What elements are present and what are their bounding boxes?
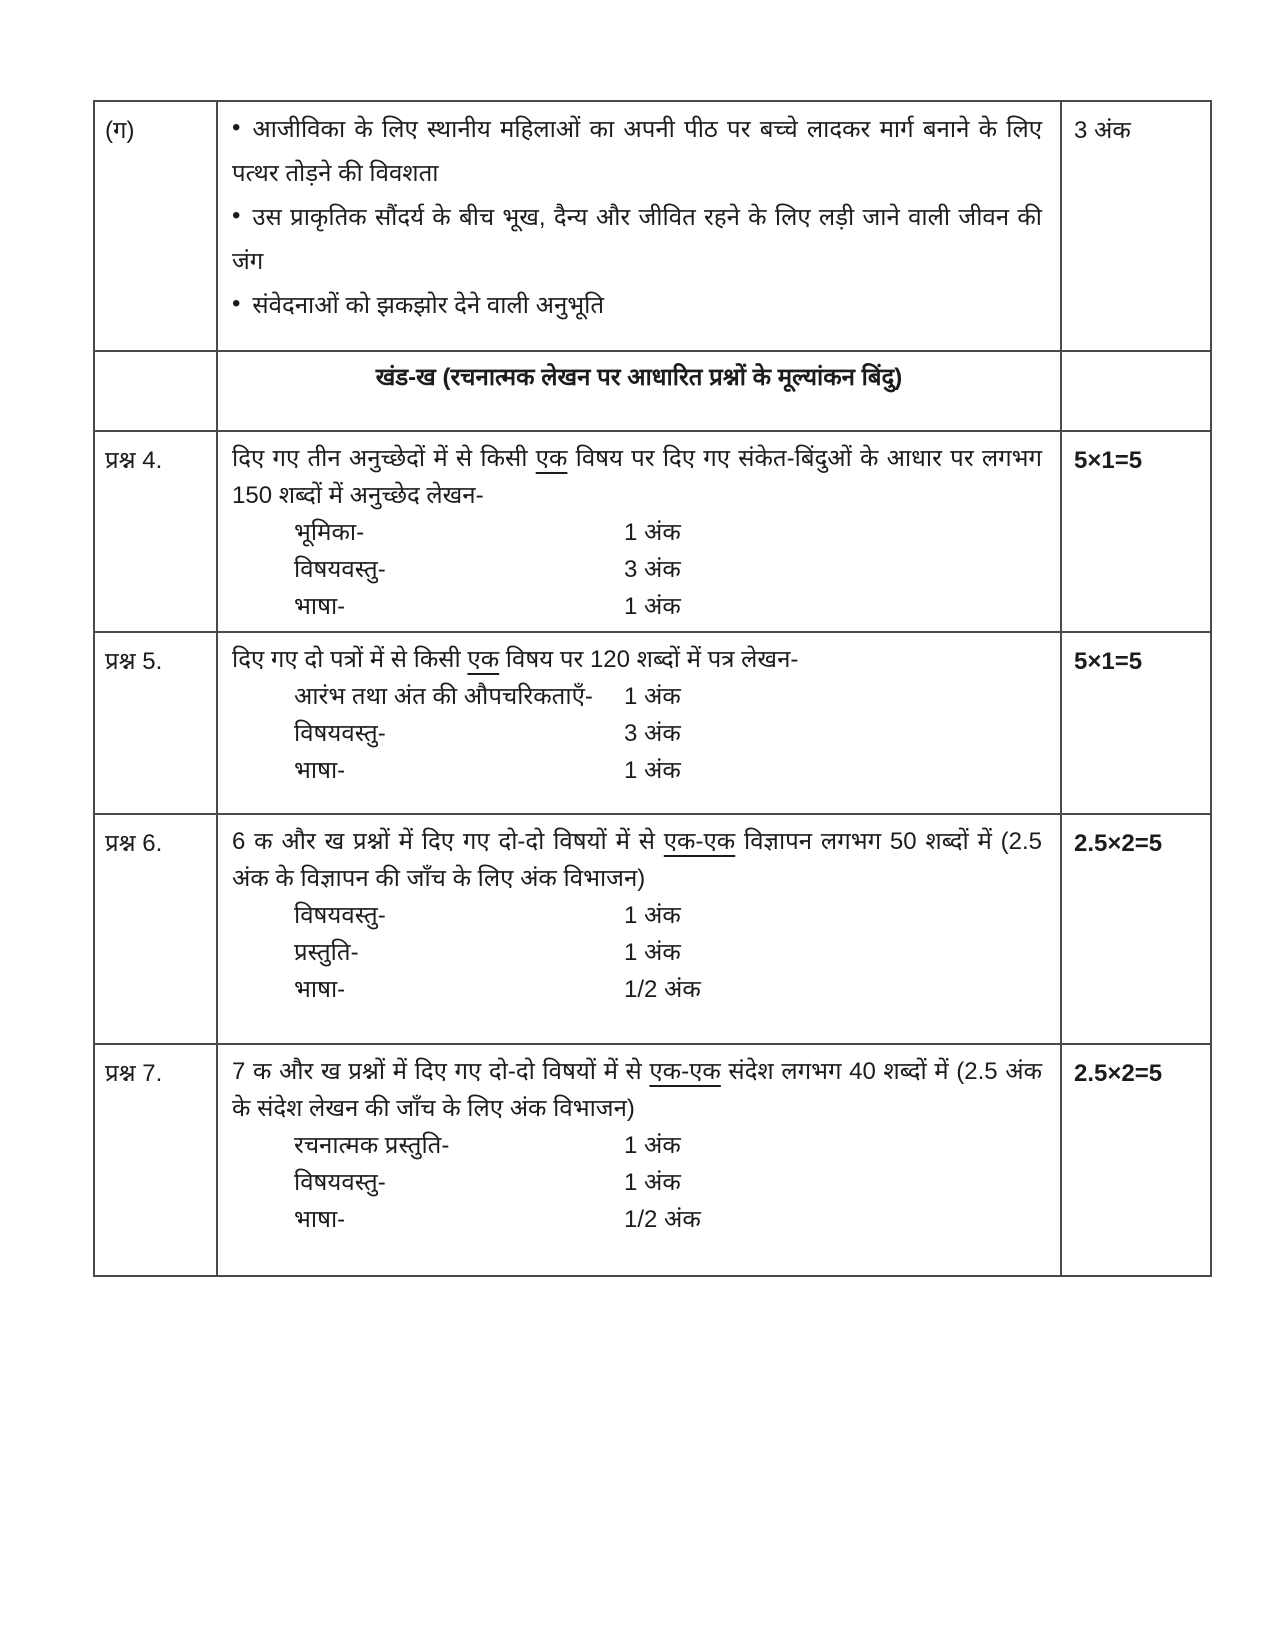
criterion-label: भूमिका- xyxy=(294,519,365,546)
criterion-marks: 1 अंक xyxy=(624,939,681,966)
question-body-cell xyxy=(217,1044,1061,1276)
criterion-row xyxy=(232,1201,1042,1238)
criterion-row xyxy=(232,971,1042,1008)
intro-text: दिए गए दो पत्रों में से किसी xyxy=(232,646,468,673)
criterion-label: विषयवस्तु- xyxy=(294,902,386,929)
intro-text: विज्ञापन लगभग 50 शब्दों में (2.5 अंक के विज्ञापन की जाँच के लिए अंक विभाजन) xyxy=(232,828,1043,892)
table-row-q4 xyxy=(94,431,1211,632)
criterion-row xyxy=(232,897,1042,934)
criterion-label: भाषा- xyxy=(294,1206,346,1233)
question-intro xyxy=(232,440,1042,514)
criterion-marks: 3 अंक xyxy=(624,556,681,583)
criterion-row xyxy=(232,715,1042,752)
section-title: खंड-ख (रचनात्मक लेखन पर आधारित प्रश्नों के मूल्यांकन बिंदु) xyxy=(217,351,1061,431)
question-intro xyxy=(232,823,1042,897)
total-marks: 2.5×2=5 xyxy=(1061,1044,1211,1276)
criterion-label: भाषा- xyxy=(294,976,346,1003)
underlined-word: एक-एक xyxy=(663,828,736,855)
intro-text: 7 क और ख प्रश्नों में दिए गए दो-दो विषयों में से xyxy=(232,1058,650,1085)
criterion-marks: 1/2 अंक xyxy=(624,1206,701,1233)
marking-scheme-table xyxy=(93,100,1212,1277)
criterion-marks: 3 अंक xyxy=(624,720,681,747)
criterion-marks: 1/2 अंक xyxy=(624,976,701,1003)
marks-value: 3 अंक xyxy=(1061,101,1211,351)
criterion-row xyxy=(232,934,1042,971)
question-intro xyxy=(232,641,1042,678)
criterion-row xyxy=(232,678,1042,715)
criterion-label: प्रस्तुति- xyxy=(294,939,359,966)
question-id: (ग) xyxy=(94,101,217,351)
criterion-label: भाषा- xyxy=(294,593,346,620)
total-marks: 5×1=5 xyxy=(1061,431,1211,632)
total-marks: 2.5×2=5 xyxy=(1061,814,1211,1044)
criterion-label: विषयवस्तु- xyxy=(294,720,386,747)
underlined-word: एक xyxy=(535,445,568,472)
criterion-row xyxy=(232,588,1042,625)
criterion-label: आरंभ तथा अंत की औपचरिकताएँ- xyxy=(294,683,593,710)
criterion-row xyxy=(232,1127,1042,1164)
criterion-label: विषयवस्तु- xyxy=(294,1169,386,1196)
underlined-word: एक-एक xyxy=(649,1058,721,1085)
question-body-cell xyxy=(217,431,1061,632)
criterion-marks: 1 अंक xyxy=(624,593,681,620)
section-header-row xyxy=(94,351,1211,431)
question-body-cell xyxy=(217,632,1061,814)
intro-text: संदेश लगभग 40 शब्दों में (2.5 अंक के संदेश लेखन की जाँच के लिए अंक विभाजन) xyxy=(232,1058,1043,1122)
bullet-text: उस प्राकृतिक सौंदर्य के बीच भूख, दैन्य और जीवित रहने के लिए लड़ी जाने वाली जीवन की जंग xyxy=(232,204,1042,275)
empty-cell xyxy=(94,351,217,431)
intro-text: विषय पर दिए गए संकेत-बिंदुओं के आधार पर लगभग 150 शब्दों में अनुच्छेद लेखन- xyxy=(232,445,1043,509)
bullet-point xyxy=(232,108,1042,196)
bullet-icon: • xyxy=(232,202,241,229)
table-row-q7 xyxy=(94,1044,1211,1276)
table-row-q5 xyxy=(94,632,1211,814)
question-id: प्रश्न 5. xyxy=(94,632,217,814)
question-body-cell xyxy=(217,814,1061,1044)
table-row-g xyxy=(94,101,1211,351)
bullet-icon: • xyxy=(232,114,241,141)
bullet-text: संवेदनाओं को झकझोर देने वाली अनुभूति xyxy=(252,292,605,319)
criterion-marks: 1 अंक xyxy=(624,902,681,929)
criterion-label: विषयवस्तु- xyxy=(294,556,386,583)
criterion-marks: 1 अंक xyxy=(624,1169,681,1196)
criterion-marks: 1 अंक xyxy=(624,683,681,710)
table-row-q6 xyxy=(94,814,1211,1044)
criterion-row xyxy=(232,551,1042,588)
bullet-point xyxy=(232,196,1042,284)
question-intro xyxy=(232,1053,1042,1127)
bullet-text: आजीविका के लिए स्थानीय महिलाओं का अपनी पीठ पर बच्चे लादकर मार्ग बनाने के लिए पत्थर तोड़ने की विवशता xyxy=(232,116,1042,187)
intro-text: विषय पर 120 शब्दों में पत्र लेखन- xyxy=(499,646,799,673)
bullet-point xyxy=(232,284,1042,328)
criterion-row xyxy=(232,514,1042,551)
empty-cell xyxy=(1061,351,1211,431)
intro-text: 6 क और ख प्रश्नों में दिए गए दो-दो विषयों में से xyxy=(232,828,664,855)
criterion-marks: 1 अंक xyxy=(624,757,681,784)
intro-text: दिए गए तीन अनुच्छेदों में से किसी xyxy=(232,445,536,472)
criterion-label: भाषा- xyxy=(294,757,346,784)
criterion-row xyxy=(232,752,1042,789)
criterion-label: रचनात्मक प्रस्तुति- xyxy=(294,1132,450,1159)
question-id: प्रश्न 7. xyxy=(94,1044,217,1276)
bullet-icon: • xyxy=(232,290,241,317)
criterion-row xyxy=(232,1164,1042,1201)
question-id: प्रश्न 4. xyxy=(94,431,217,632)
criterion-marks: 1 अंक xyxy=(624,519,681,546)
underlined-word: एक xyxy=(467,646,500,673)
answer-points-cell xyxy=(217,101,1061,351)
total-marks: 5×1=5 xyxy=(1061,632,1211,814)
question-id: प्रश्न 6. xyxy=(94,814,217,1044)
criterion-marks: 1 अंक xyxy=(624,1132,681,1159)
